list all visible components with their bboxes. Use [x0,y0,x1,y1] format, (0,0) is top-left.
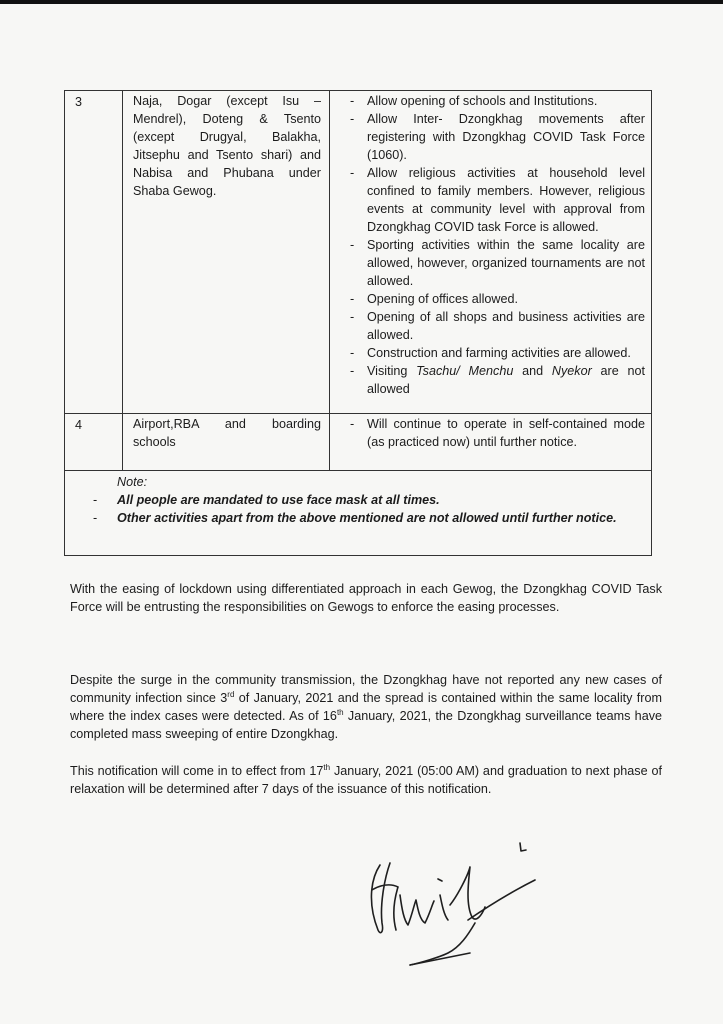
table-row [65,471,652,556]
area-cell: Airport,RBA and boarding schools [123,414,330,471]
list-item: - Opening of all shops and business activities are allowed. [350,308,645,344]
text-segment: Visiting [367,364,417,378]
top-edge-bar [0,0,723,4]
text-segment: January, 2021, the Dzongkhag surveillance teams have completed mass sweeping of entire Dzongkhag. [70,709,662,741]
paragraph-easing: With the easing of lockdown using differentiated approach in each Gewog, the Dzongkhag COVID Task Force will be entrusting the responsibilities on Gewogs to enforce the easing processes. [70,582,662,614]
list-item: - Sporting activities within the same locality are allowed, however, organized tournaments are not allowed. [350,236,645,290]
area-cell: Naja, Dogar (except Isu – Mendrel), Doteng & Tsento (except Drugyal, Balakha, Jitsephu and Tsento shari) and Nabisa and Phubana under Shaba Gewog. [123,91,330,414]
list-item: - Allow Inter- Dzongkhag movements after registering with Dzongkhag COVID Task Force (1060). [350,110,645,164]
table-row [65,414,652,471]
list-item: - Opening of offices allowed. [350,290,645,308]
list-item: - Construction and farming activities are allowed. [350,344,645,362]
text-segment: Tsachu/ Menchu [416,364,514,378]
note-title: Note: [117,475,148,489]
row-number: 3 [65,91,123,414]
text-segment: of January, 2021 and the spread is contained within the same locality from where the index cases were detected. As of 16 [70,691,662,723]
measures-cell [330,91,652,414]
text-segment: This notification will come in to effect from 17 [70,764,324,778]
text-segment: Despite the surge in the community transmission, the Dzongkhag have not reported any new cases of community infection since 3 [70,673,662,705]
superscript: th [336,707,344,717]
measures-list [350,415,645,451]
list-item [350,362,645,398]
text-segment: are not allowed [367,364,645,396]
text-segment: and [513,364,552,378]
list-item: - Allow religious activities at household level confined to family members. However, religious events at community level with approval from Dzongkhag COVID task Force is allowed. [350,164,645,236]
measures-table [64,90,652,556]
measures-cell [330,414,652,471]
list-item: - Will continue to operate in self-contained mode (as practiced now) until further notice. [350,415,645,451]
list-item: - Other activities apart from the above mentioned are not allowed until further notice. [85,509,643,527]
measures-list [350,92,645,398]
superscript: rd [227,689,235,699]
text-segment: January, 2021 (05:00 AM) and graduation to next phase of relaxation will be determined after 7 days of the issuance of this notification. [70,764,662,796]
table-row [65,91,652,414]
superscript: th [323,762,331,772]
signature [350,835,550,985]
list-item: - All people are mandated to use face mask at all times. [85,491,643,509]
list-item: - Allow opening of schools and Institutions. [350,92,645,110]
row-number: 4 [65,414,123,471]
paragraph-surge [70,671,662,743]
note-list [85,491,643,527]
text-segment: Nyekor [551,364,592,378]
note-cell [65,471,652,556]
paragraph-effective [70,762,662,798]
